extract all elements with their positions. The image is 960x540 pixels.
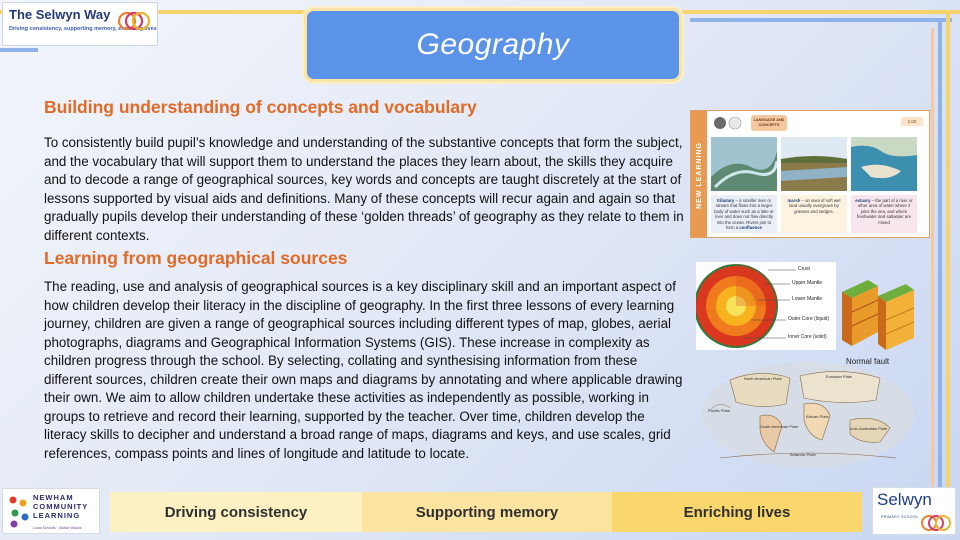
- tributary-term: tributary: [716, 198, 735, 203]
- decorative-stripe-right-yellow: [946, 10, 950, 530]
- tributary-definition: – a smaller river or stream that flows into a larger body of water such as a lake or river and does not flow directly into the ocean. Rivers join to form a: [714, 198, 774, 231]
- section-text-sources: The reading, use and analysis of geographical sources is a key disciplinary skill and an important aspect of how children develop their literacy in the discipline of geography. In the first three lessons of every learning journey, children are given a range of geographical sources including different types of map, globes, aerial photographs, diagrams and Geographical Information Systems (GIS). These increase in complexity as children progress through the school. By selecting, collating and synthesising information from these different sources, children create their own maps and diagrams by annotating and where applicable drawing their own. We aim to allow children undertake these activities as independently as possible, working in groups to retrieve and record their learning, supported by the teacher. Over time, children develop the literacy skills to decipher and understand a broad range of maps, diagrams and keys, and use scales, grid references, compass points and lines of longitude and latitude to locate.: [44, 279, 683, 461]
- selwyn-way-logo: [2, 2, 158, 46]
- language-concepts-badge: LANGUAGE AND CONCEPTS: [751, 115, 787, 131]
- title-banner: [304, 8, 682, 82]
- newham-community-learning-logo: [2, 488, 100, 534]
- tributary-photo: [711, 137, 777, 191]
- new-learning-slide-image: [690, 110, 930, 238]
- section-heading-sources: Learning from geographical sources: [44, 248, 348, 268]
- newham-logo-tagline: Local Schools · Global Visions: [33, 526, 82, 530]
- label-antarctic-plate: Antarctic Plate: [790, 452, 816, 457]
- selwyn-way-logo-tagline: Driving consistency, supporting memory, enriching lives: [9, 26, 157, 32]
- estuary-term: estuary: [855, 198, 871, 203]
- marsh-definition: – an area of soft wet land usually overgrown by grasses and sedges.: [789, 198, 841, 214]
- estuary-photo: [851, 137, 917, 191]
- newham-logo-line-2: COMMUNITY: [33, 502, 89, 511]
- label-north-american-plate: North American Plate: [744, 376, 782, 381]
- marsh-card: [781, 195, 847, 233]
- selwyn-primary-school-logo: [872, 487, 956, 535]
- section-text-concepts: To consistently build pupil’s knowledge and understanding of the substantive concepts that form the subject, and the vocabulary that will support them to understand the places they learn about, the skills they acquire and to decode a range of geographical sources, key words and concepts are taught discretely at the start of lessons supported by visual aids and definitions. Many of these concepts will recur again and again so that gradually pupils develop their understanding of these ‘golden threads’ of geography as they relate to them in different contexts.: [44, 135, 684, 243]
- decorative-stripe-top-blue: [690, 18, 952, 22]
- estuary-definition: – the part of a river or other area of water where it joins the sea, and where freshwater and saltwater are mixed: [856, 198, 913, 225]
- label-pacific-plate: Pacific Plate: [708, 408, 731, 413]
- selwyn-way-logo-title: The Selwyn Way: [9, 7, 111, 22]
- tectonic-plates-map: [700, 360, 916, 470]
- footer-pill-enriching-lives: Enriching lives: [612, 492, 862, 532]
- new-learning-strip: [691, 111, 707, 238]
- label-outer-core: Outer Core (liquid): [788, 316, 830, 322]
- fault-block-graphic: [838, 262, 918, 352]
- vocabulary-icons: [713, 115, 747, 131]
- selwyn-logo-name: Selwyn: [877, 490, 932, 509]
- normal-fault-diagram: [838, 262, 918, 366]
- footer-pill-supporting-memory: Supporting memory: [362, 492, 612, 532]
- tributary-extra: confluence: [739, 225, 763, 231]
- label-upper-mantle: Upper Mantle: [792, 280, 823, 286]
- section-heading-concepts: Building understanding of concepts and vocabulary: [44, 97, 477, 117]
- label-african-plate: African Plate: [806, 414, 829, 419]
- tributary-card: [711, 195, 777, 233]
- marsh-term: marsh: [787, 198, 801, 203]
- label-lower-mantle: Lower Mantle: [792, 296, 823, 302]
- rings-icon: [117, 9, 151, 33]
- selwyn-rings-icon: [919, 512, 953, 534]
- timer-badge: 1:00: [901, 117, 923, 126]
- estuary-card: [851, 195, 917, 233]
- label-indo-australian-plate: Indo-Australian Plate: [850, 426, 888, 431]
- newham-people-icon: [7, 495, 31, 529]
- decorative-stripe-right-orange: [931, 28, 934, 488]
- decorative-stripe-right-blue: [938, 18, 942, 488]
- newham-logo-line-1: NEWHAM: [33, 493, 74, 502]
- normal-fault-label: Normal fault: [846, 357, 890, 366]
- new-learning-strip-label: NEW LEARNING: [695, 141, 703, 209]
- label-eurasian-plate: Eurasian Plate: [826, 374, 853, 379]
- earth-structure-diagram: [696, 262, 836, 350]
- marsh-photo: [781, 137, 847, 191]
- label-south-american-plate: South American Plate: [760, 424, 799, 429]
- newham-logo-name: [33, 493, 88, 520]
- label-crust: Crust: [798, 266, 810, 272]
- selwyn-logo-sub: PRIMARY SCHOOL: [881, 515, 919, 519]
- footer-pill-driving-consistency: Driving consistency: [110, 492, 362, 532]
- decorative-stripe-left-blue: [0, 48, 38, 52]
- label-inner-core: Inner Core (solid): [788, 334, 827, 340]
- newham-logo-line-3: LEARNING: [33, 511, 81, 520]
- page-title: Geography: [416, 28, 570, 61]
